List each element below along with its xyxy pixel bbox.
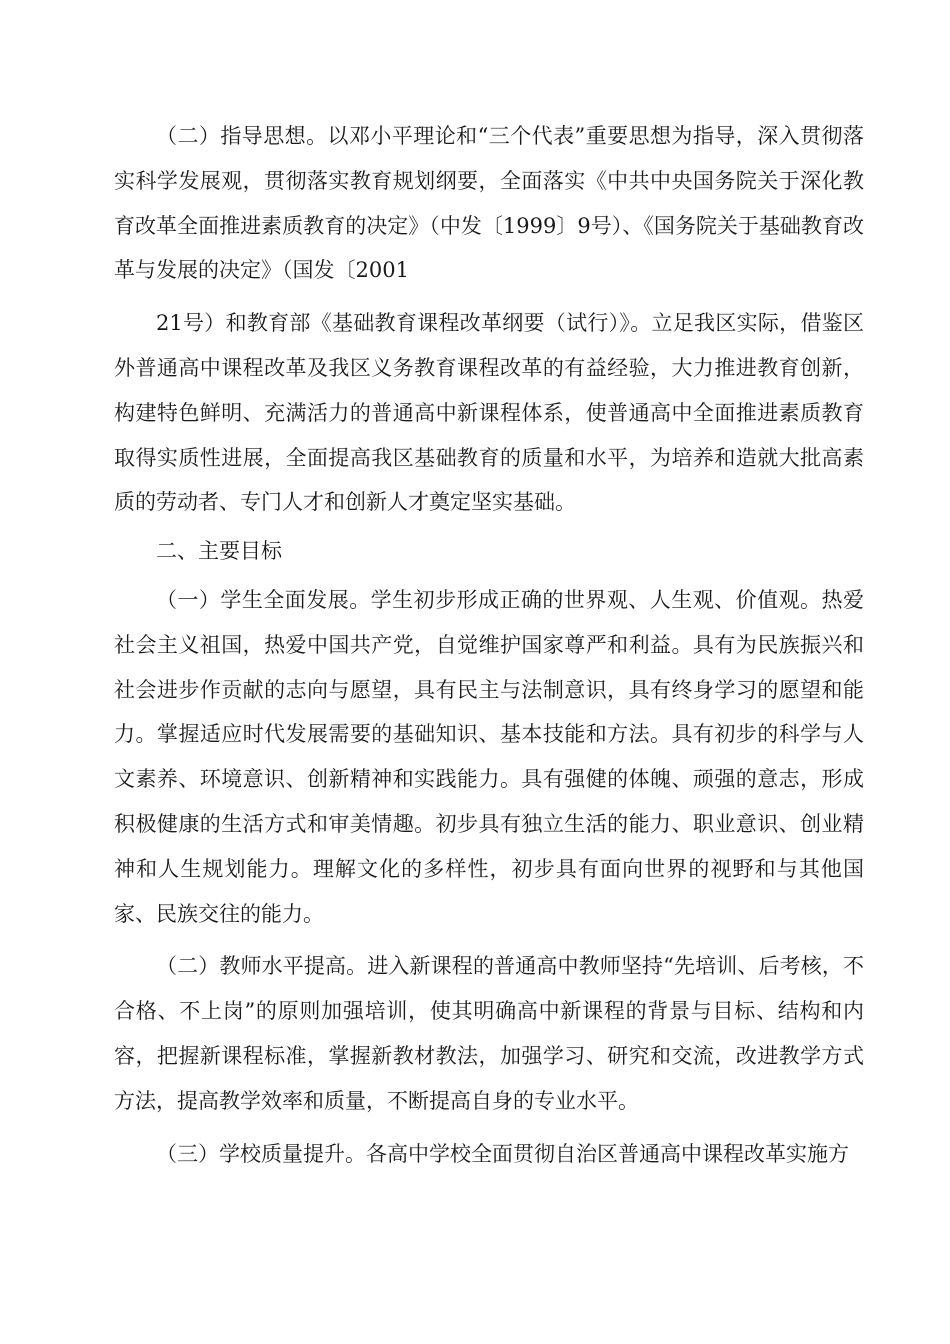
paragraph-student-development: （一）学生全面发展。学生初步形成正确的世界观、人生观、价值观。热爱社会主义祖国，热爱中国共产党，自觉维护国家尊严和利益。具有为民族振兴和社会进步作贡献的志向与愿望，具有民主与法制意识，具有终身学习的愿望和能力。掌握适应时代发展需要的基础知识、基本技能和方法。具有初步的科学与人文素养、环境意识、创新精神和实践能力。具有强健的体魄、顽强的意志，形成积极健康的生活方式和审美情趣。初步具有独立生活的能力、职业意识、创业精神和人生规划能力。理解文化的多样性，初步具有面向世界的视野和与其他国家、民族交往的能力。 [114,587,864,926]
section-heading-main-goals: 二、主要目标 [156,539,282,564]
paragraph-guiding-ideology-continued: 21号）和教育部《基础教育课程改革纲要（试行）》。立足我区实际，借鉴区外普通高中课程改革及我区义务教育课程改革的有益经验，大力推进教育创新，构建特色鲜明、充满活力的普通高中新课程体系，使普通高中全面推进素质教育取得实质性进展，全面提高我区基础教育的质量和水平，为培养和造就大批高素质的劳动者、专门人才和创新人才奠定坚实基础。 [114,311,864,515]
paragraph-guiding-ideology: （二）指导思想。以邓小平理论和“三个代表”重要思想为指导，深入贯彻落实科学发展观，贯彻落实教育规划纲要，全面落实《中共中央国务院关于深化教育改革全面推进素质教育的决定》（中发〔1999〕9号）、《国务院关于基础教育改革与发展的决定》（国发〔2001 [114,124,864,283]
document-body [114,114,864,1176]
paragraph-teacher-improvement: （二）教师水平提高。进入新课程的普通高中教师坚持“先培训、后考核，不合格、不上岗”的原则加强培训，使其明确高中新课程的背景与目标、结构和内容，把握新课程标准，掌握新教材教法，加强学习、研究和交流，改进教学方式方法，提高教学效率和质量，不断提高自身的专业水平。 [114,954,864,1113]
paragraph-school-quality: （三）学校质量提升。各高中学校全面贯彻自治区普通高中课程改革实施方 [156,1141,849,1166]
